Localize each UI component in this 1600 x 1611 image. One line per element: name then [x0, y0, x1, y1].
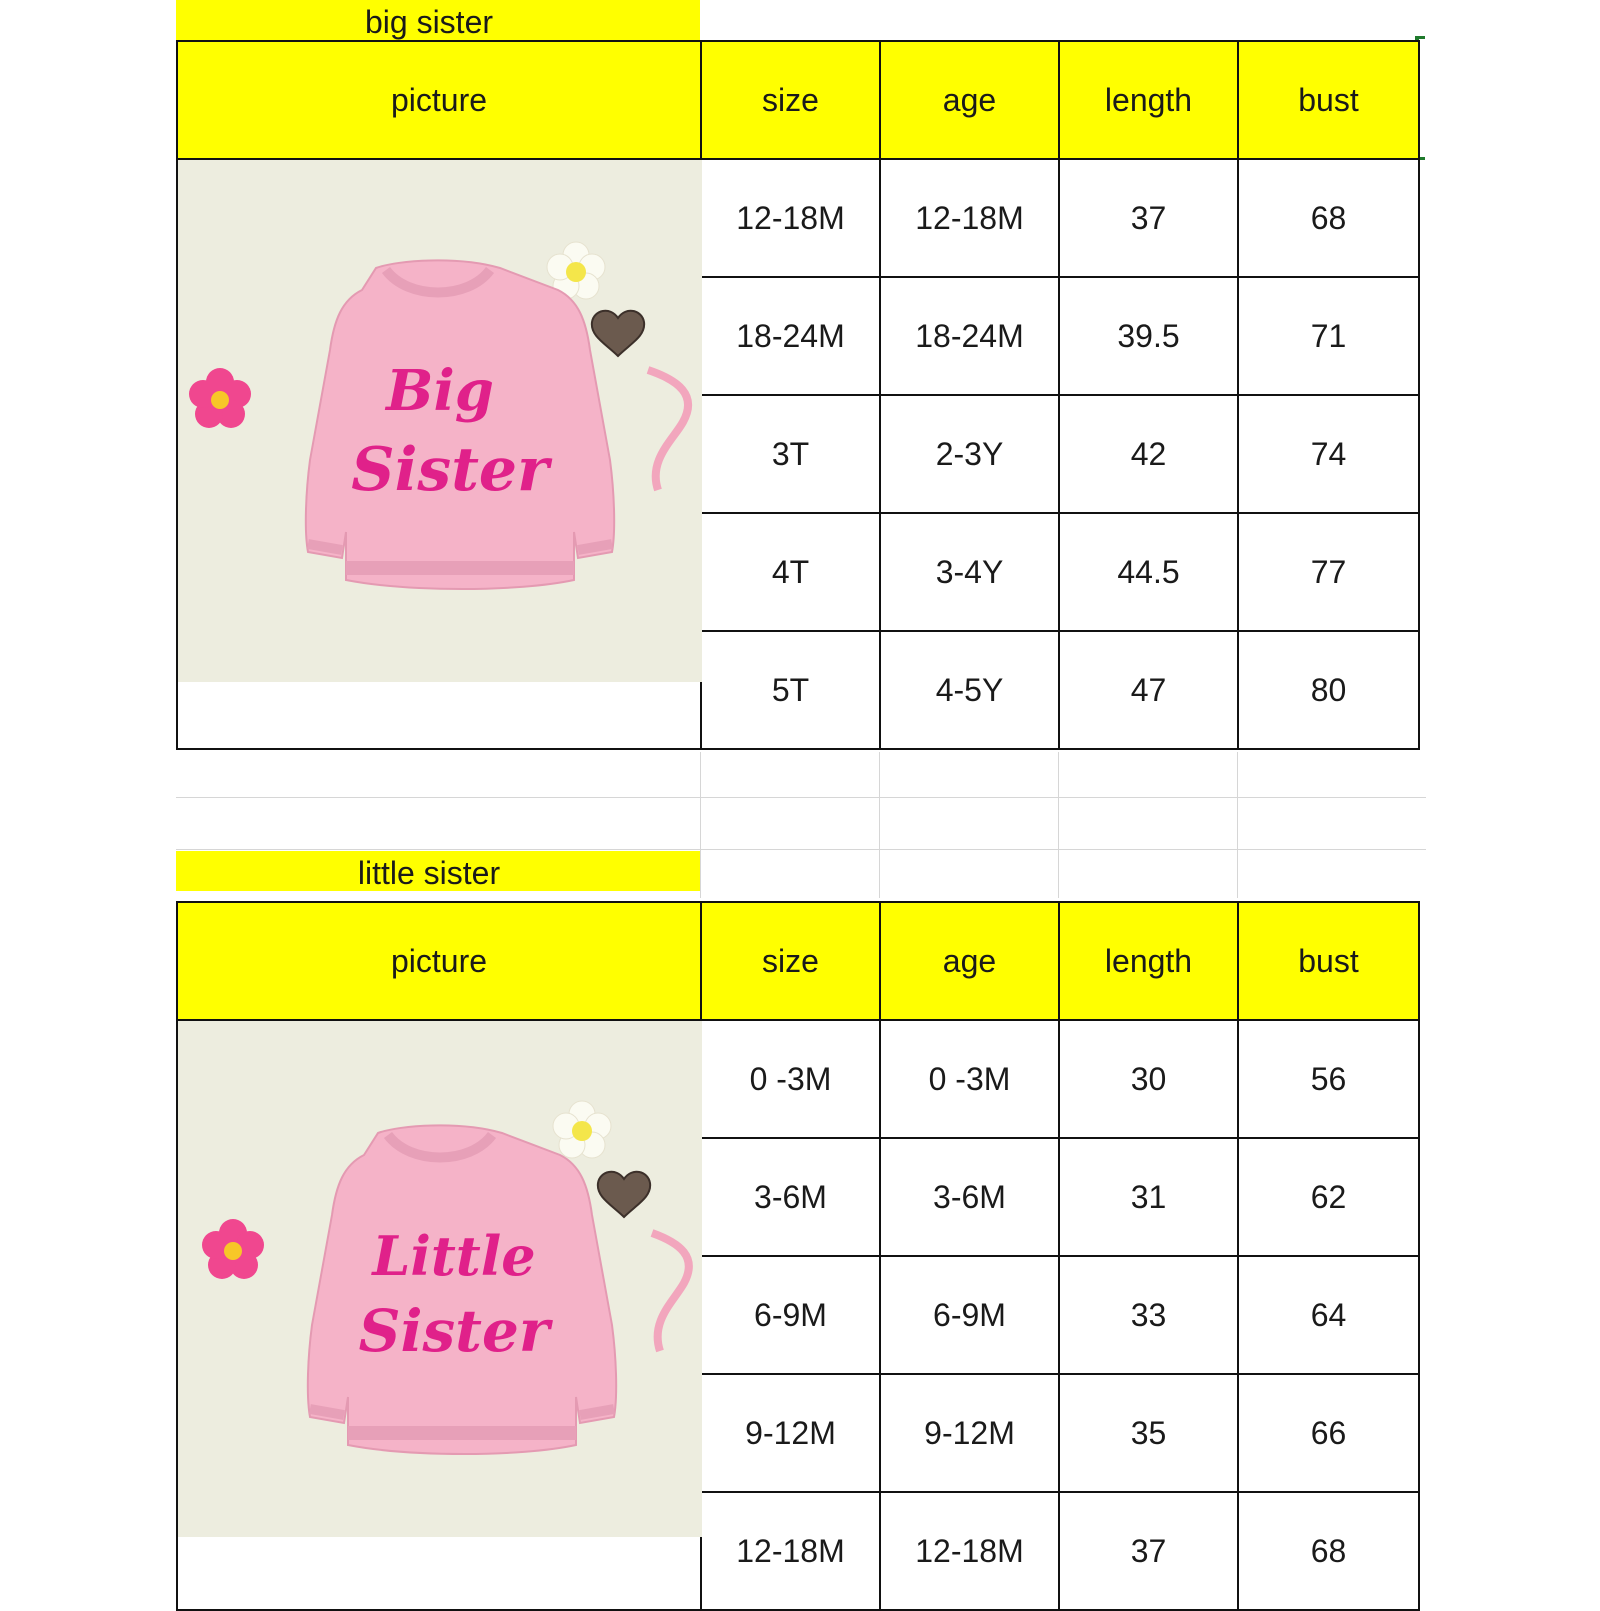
little-sister-sweater-photo [178, 1021, 702, 1537]
length-cell: 30 [1059, 1020, 1238, 1138]
bust-cell: 62 [1238, 1138, 1419, 1256]
size-cell: 9-12M [701, 1374, 880, 1492]
big-sister-title [176, 0, 700, 40]
table-header-row [177, 41, 1419, 159]
age-cell: 18-24M [880, 277, 1059, 395]
sweater-embroidery-line-1: Little [372, 1224, 536, 1288]
header-bust: bust [1238, 41, 1419, 159]
big-sister-title-text: big sister [364, 4, 494, 40]
bust-cell: 56 [1238, 1020, 1419, 1138]
size-cell: 18-24M [701, 277, 880, 395]
little-sister-picture-cell [177, 1020, 701, 1610]
header-length: length [1059, 41, 1238, 159]
header-bust: bust [1238, 902, 1419, 1020]
bust-cell: 80 [1238, 631, 1419, 749]
bust-cell: 66 [1238, 1374, 1419, 1492]
bust-cell: 71 [1238, 277, 1419, 395]
table-row [177, 159, 1419, 277]
sheet-gridline [176, 849, 1426, 850]
header-age: age [880, 902, 1059, 1020]
bust-cell: 68 [1238, 159, 1419, 277]
sweater-embroidery-line-2: Sister [358, 1297, 550, 1365]
header-age: age [880, 41, 1059, 159]
length-cell: 37 [1059, 1492, 1238, 1610]
length-cell: 33 [1059, 1256, 1238, 1374]
age-cell: 12-18M [880, 1492, 1059, 1610]
age-cell: 2-3Y [880, 395, 1059, 513]
header-size: size [701, 902, 880, 1020]
sweater-embroidery-line-1: Big [386, 358, 494, 424]
sheet-gridline [176, 797, 1426, 798]
sheet-gridline [700, 752, 701, 898]
size-cell: 3T [701, 395, 880, 513]
length-cell: 39.5 [1059, 277, 1238, 395]
size-cell: 12-18M [701, 159, 880, 277]
little-sister-title-text: little sister [357, 855, 501, 891]
size-cell: 4T [701, 513, 880, 631]
table-header-row [177, 902, 1419, 1020]
header-length: length [1059, 902, 1238, 1020]
bust-cell: 68 [1238, 1492, 1419, 1610]
age-cell: 4-5Y [880, 631, 1059, 749]
header-picture: picture [177, 902, 701, 1020]
age-cell: 12-18M [880, 159, 1059, 277]
sweater-icon [306, 260, 614, 589]
header-picture: picture [177, 41, 701, 159]
size-cell: 6-9M [701, 1256, 880, 1374]
little-sister-title [176, 851, 700, 891]
little-sister-size-table [176, 901, 1420, 1611]
sweater-embroidery-line-2: Sister [351, 435, 549, 505]
sheet-gridline [1237, 752, 1238, 898]
length-cell: 44.5 [1059, 513, 1238, 631]
size-cell: 5T [701, 631, 880, 749]
age-cell: 3-6M [880, 1138, 1059, 1256]
sheet-gridline [1058, 752, 1059, 898]
age-cell: 9-12M [880, 1374, 1059, 1492]
size-cell: 0 -3M [701, 1020, 880, 1138]
bust-cell: 64 [1238, 1256, 1419, 1374]
table-row [177, 1020, 1419, 1138]
age-cell: 6-9M [880, 1256, 1059, 1374]
length-cell: 42 [1059, 395, 1238, 513]
length-cell: 37 [1059, 159, 1238, 277]
big-sister-picture-cell [177, 159, 701, 749]
age-cell: 3-4Y [880, 513, 1059, 631]
big-sister-size-table [176, 40, 1420, 750]
sheet-gridline [879, 752, 880, 898]
length-cell: 35 [1059, 1374, 1238, 1492]
header-size: size [701, 41, 880, 159]
length-cell: 47 [1059, 631, 1238, 749]
bust-cell: 77 [1238, 513, 1419, 631]
size-cell: 12-18M [701, 1492, 880, 1610]
big-sister-sweater-photo [178, 160, 702, 682]
bust-cell: 74 [1238, 395, 1419, 513]
sweater-icon [308, 1125, 616, 1454]
age-cell: 0 -3M [880, 1020, 1059, 1138]
length-cell: 31 [1059, 1138, 1238, 1256]
size-cell: 3-6M [701, 1138, 880, 1256]
